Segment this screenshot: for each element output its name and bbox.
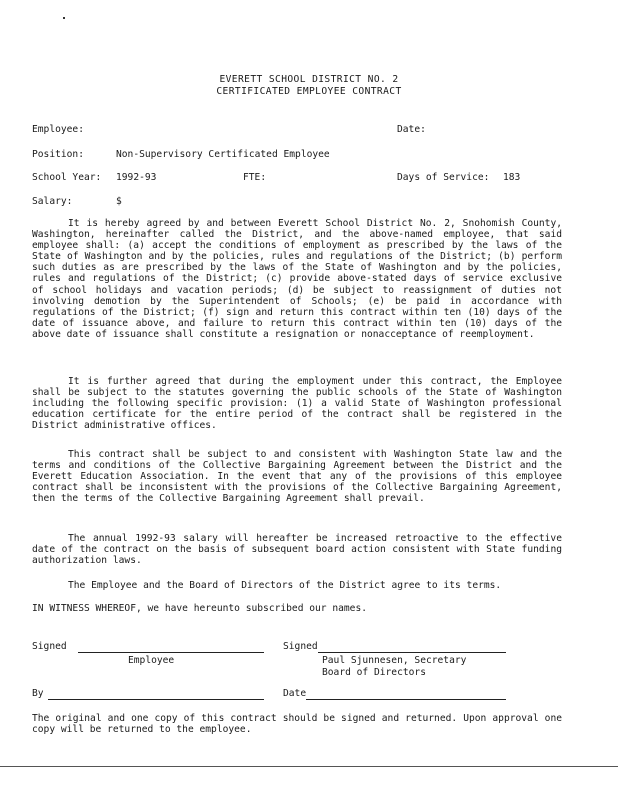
- position-label: Position:: [32, 149, 84, 160]
- fte-label: FTE:: [243, 172, 267, 183]
- salary-label: Salary:: [32, 196, 73, 207]
- witness-statement: IN WITNESS WHEREOF, we have hereunto subscribed our names.: [32, 603, 368, 614]
- employee-signed-label: Signed: [32, 641, 67, 652]
- board-signed-label: Signed: [283, 641, 318, 652]
- employee-caption: Employee: [128, 655, 175, 666]
- secretary-name: Paul Sjunnesen, Secretary: [322, 655, 467, 666]
- page-bottom-rule: [0, 766, 618, 767]
- board-caption: Board of Directors: [322, 667, 426, 678]
- date-label: Date:: [397, 124, 426, 135]
- approval-date-label: Date: [283, 688, 307, 699]
- scan-speck: [63, 17, 65, 19]
- contract-paragraph-certificate: It is further agreed that during the employment under this contract, the Employee shall be subject to the statutes governing the public schools of the State of Washington including the following specific provision: (1) a valid State of Washington professional education certificate for the entire period of the contract shall be registered in the District administrative offices.: [32, 376, 562, 432]
- position-value: Non-Supervisory Certificated Employee: [116, 149, 330, 160]
- days-of-service-value: 183: [503, 172, 521, 183]
- employee-label: Employee:: [32, 124, 84, 135]
- contract-paragraph-terms: It is hereby agreed by and between Everett School District No. 2, Snohomish County, Washington, hereinafter called the District, and the above-named employee, that said employee shall: (a) accept the conditions of employment as prescribed by the laws of the State of Washington and by the policies, rules and regulations of the District; (b) perform such duties as are prescribed by the laws of the State of Washington and by the policies, rules and regulations of the District; (c) provide above-stated days of service exclusive of school holidays and vacation periods; (d) be subject to reassignment of duties not involving demotion by the Superintendent of Schools; (e) be paid in accordance with regulations of the District; (f) sign and return this contract within ten (10) days of the date of issuance above, and failure to return this contract within ten (10) days of the above date of issuance shall constitute a resignation or nonacceptance of reemployment.: [32, 218, 562, 340]
- by-label: By: [32, 688, 44, 699]
- return-instructions: The original and one copy of this contract should be signed and returned. Upon approval one copy will be returned to the employee.: [32, 713, 562, 736]
- approval-date-line[interactable]: [306, 699, 506, 700]
- school-year-value: 1992-93: [116, 172, 157, 183]
- salary-currency: $: [116, 196, 122, 207]
- contract-paragraph-salary: The annual 1992-93 salary will hereafter be increased retroactive to the effective date of the contract on the basis of subsequent board action consistent with State funding authorization laws.: [32, 533, 562, 567]
- days-of-service-label: Days of Service:: [397, 172, 490, 183]
- school-year-label: School Year:: [32, 172, 102, 183]
- contract-title-district: EVERETT SCHOOL DISTRICT NO. 2: [219, 74, 399, 85]
- board-signature-line[interactable]: [318, 652, 506, 653]
- employee-signature-line[interactable]: [78, 652, 264, 653]
- contract-paragraph-agreement: The Employee and the Board of Directors of the District agree to its terms.: [68, 580, 502, 591]
- contract-title-type: CERTIFICATED EMPLOYEE CONTRACT: [216, 86, 402, 97]
- contract-paragraph-bargaining: This contract shall be subject to and consistent with Washington State law and the terms and conditions of the Collective Bargaining Agreement between the District and the Everett Education Association. In the event that any of the provisions of this employee contract shall be inconsistent with the provisions of the Collective Bargaining Agreement, then the terms of the Collective Bargaining Agreement shall prevail.: [32, 449, 562, 505]
- by-signature-line[interactable]: [48, 699, 264, 700]
